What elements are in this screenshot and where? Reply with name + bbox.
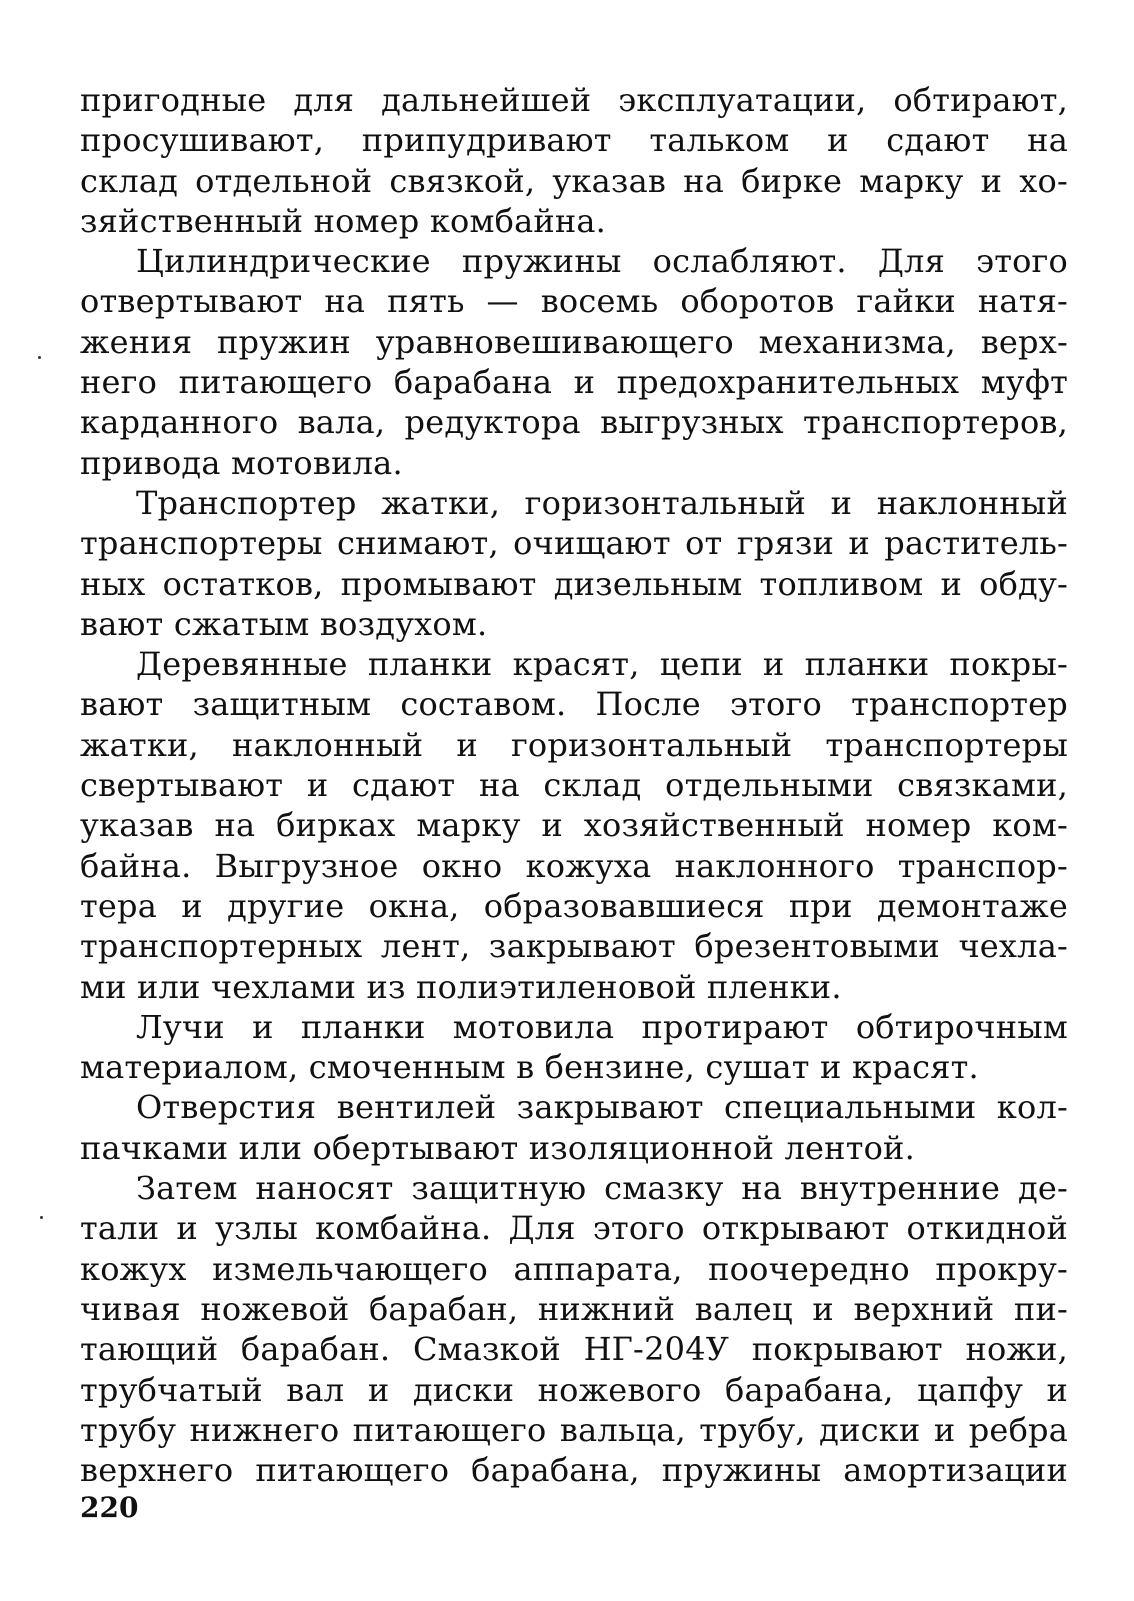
- text-line: тали и узлы комбайна. Для этого открывают откидной: [80, 1209, 1068, 1248]
- text-line: отвертывают на пять — восемь оборотов гайки натя-: [80, 282, 1068, 321]
- paragraph: [80, 644, 1068, 1007]
- text-line: указав на бирках марку и хозяйственный номер ком-: [80, 806, 1068, 845]
- text-line: Отверстия вентилей закрывают специальными кол-: [136, 1088, 1068, 1127]
- paragraph: [80, 1087, 1068, 1168]
- text-line: кожух измельчающего аппарата, поочередно прокру-: [80, 1249, 1068, 1288]
- text-line: жатки, наклонный и горизонтальный транспортеры: [80, 725, 1068, 764]
- text-line: зяйственный номер комбайна.: [80, 201, 607, 240]
- paragraph: [80, 1168, 1068, 1490]
- paragraph: [80, 483, 1068, 644]
- margin-mark: [40, 1216, 43, 1219]
- text-line: склад отдельной связкой, указав на бирке марку и хо-: [80, 161, 1068, 200]
- text-line: трубу нижнего питающего вальца, трубу, диски и ребра: [80, 1410, 1068, 1449]
- text-line: свертывают и сдают на склад отдельными связками,: [80, 766, 1068, 805]
- text-line: жения пружин уравновешивающего механизма, верх-: [80, 322, 1068, 361]
- text-line: транспортеры снимают, очищают от грязи и раститель-: [80, 524, 1068, 563]
- text-line: байна. Выгрузное окно кожуха наклонного транспор-: [80, 846, 1068, 885]
- text-line: вают сжатым воздухом.: [80, 604, 488, 643]
- text-line: пригодные для дальнейшей эксплуатации, обтирают,: [80, 81, 1068, 119]
- text-line: Цилиндрические пружины ослабляют. Для этого: [136, 242, 1068, 281]
- text-line: Затем наносят защитную смазку на внутренние де-: [136, 1169, 1068, 1208]
- text-line: пачками или обертывают изоляционной лентой.: [80, 1128, 915, 1167]
- text-line: верхнего питающего барабана, пружины амортизации: [80, 1451, 1068, 1490]
- text-line: тающий барабан. Смазкой НГ-204У покрывают ножи,: [80, 1330, 1068, 1369]
- text-line: него питающего барабана и предохранительных муфт: [80, 363, 1068, 402]
- text-line: ных остатков, промывают дизельным топливом и обду-: [80, 564, 1068, 603]
- paragraph: [80, 80, 1068, 241]
- text-line: просушивают, припудривают тальком и сдают на: [80, 121, 1068, 160]
- text-line: карданного вала, редуктора выгрузных транспортеров,: [80, 403, 1068, 442]
- margin-mark: [38, 356, 41, 359]
- paragraph: [80, 1007, 1068, 1088]
- text-line: трубчатый вал и диски ножевого барабана, цапфу и: [80, 1370, 1068, 1409]
- text-line: ми или чехлами из полиэтиленовой пленки.: [80, 967, 842, 1006]
- text-line: транспортерных лент, закрывают брезентовыми чехла-: [80, 927, 1068, 966]
- page-body: [80, 80, 1068, 1490]
- text-line: вают защитным составом. После этого транспортер: [80, 685, 1068, 724]
- page-number: 220: [80, 1491, 139, 1524]
- text-line: привода мотовила.: [80, 443, 403, 482]
- text-line: тера и другие окна, образовавшиеся при демонтаже: [80, 886, 1068, 925]
- text-line: Транспортер жатки, горизонтальный и наклонный: [136, 483, 1068, 522]
- text-line: материалом, смоченным в бензине, сушат и красят.: [80, 1048, 979, 1087]
- text-line: Деревянные планки красят, цепи и планки покры-: [136, 645, 1068, 684]
- text-line: чивая ножевой барабан, нижний валец и верхний пи-: [80, 1289, 1068, 1328]
- paragraph: [80, 241, 1068, 483]
- text-line: Лучи и планки мотовила протирают обтирочным: [136, 1007, 1068, 1046]
